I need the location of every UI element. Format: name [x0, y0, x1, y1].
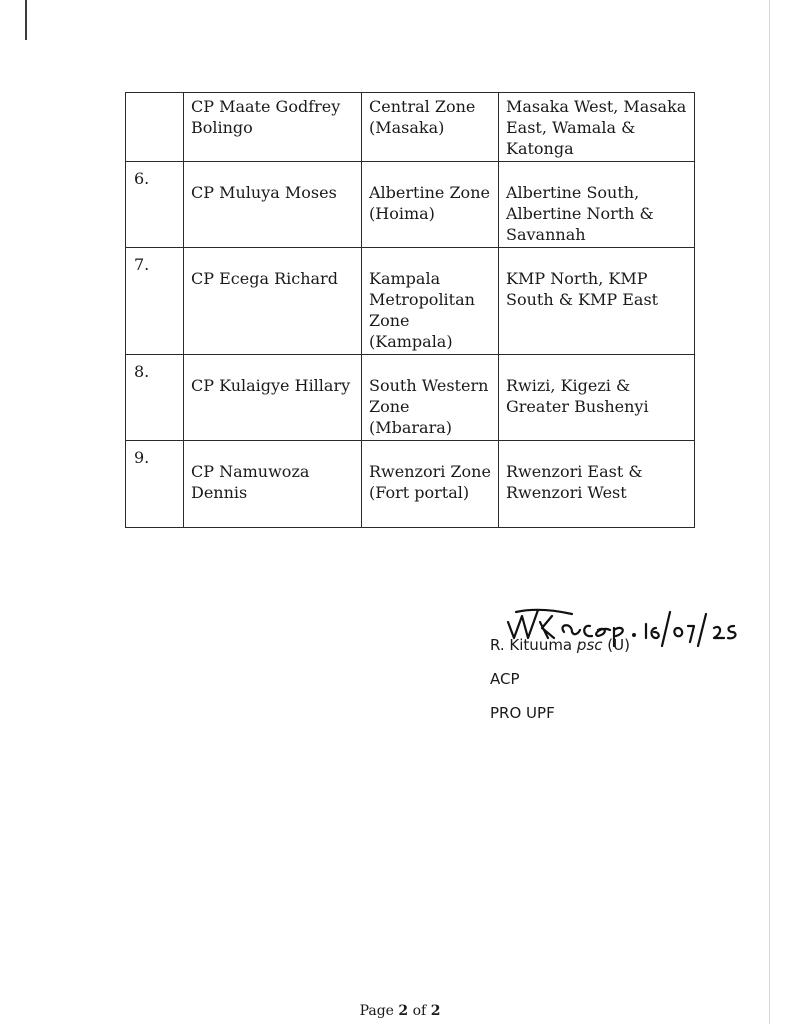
zone-cell — [362, 162, 499, 248]
commander-name: CP Kulaigye Hillary — [191, 376, 351, 395]
zone-cell — [362, 355, 499, 441]
commander-cell — [184, 441, 362, 528]
scan-edge-left — [25, 0, 27, 40]
regions-text: KMP North, KMP South & KMP East — [506, 269, 659, 309]
table-row — [126, 162, 695, 248]
commander-name: CP Maate Godfrey Bolingo — [191, 97, 341, 137]
page-current: 2 — [398, 1003, 409, 1019]
regions-cell — [499, 441, 695, 528]
signatory-rank: ACP — [490, 670, 520, 688]
zone-cell — [362, 248, 499, 355]
qualification: psc — [576, 636, 603, 654]
row-number: 6. — [126, 162, 184, 248]
commander-cell — [184, 355, 362, 441]
regions-cell — [499, 93, 695, 162]
regions-cell — [499, 162, 695, 248]
table-row — [126, 248, 695, 355]
row-number: 9. — [126, 441, 184, 528]
table-row — [126, 441, 695, 528]
zone-cell — [362, 441, 499, 528]
scan-edge-right — [769, 0, 770, 1024]
table-row — [126, 93, 695, 162]
regions-text: Rwizi, Kigezi & Greater Bushenyi — [506, 376, 649, 416]
commander-cell — [184, 162, 362, 248]
zone-name: South Western Zone (Mbarara) — [369, 376, 489, 437]
zone-name: Albertine Zone (Hoima) — [369, 183, 490, 223]
commander-cell — [184, 93, 362, 162]
commander-name: CP Muluya Moses — [191, 183, 337, 202]
regions-text: Rwenzori East & Rwenzori West — [506, 462, 643, 502]
row-number — [126, 93, 184, 162]
commander-name: CP Namuwoza Dennis — [191, 462, 310, 502]
zone-name: Kampala Metropolitan Zone (Kampala) — [369, 269, 475, 351]
regions-text: Masaka West, Masaka East, Wamala & Katonga — [506, 97, 687, 158]
commander-cell — [184, 248, 362, 355]
commanders-table — [125, 92, 695, 528]
commander-name: CP Ecega Richard — [191, 269, 338, 288]
signatory-name: R. Kituuma psc (U) — [490, 636, 630, 654]
regions-text: Albertine South, Albertine North & Savannah — [506, 183, 654, 244]
row-number: 8. — [126, 355, 184, 441]
of-label: of — [412, 1003, 427, 1019]
zone-name: Rwenzori Zone (Fort portal) — [369, 462, 491, 502]
signatory-office: PRO UPF — [490, 704, 555, 722]
regions-cell — [499, 248, 695, 355]
page-footer — [0, 1003, 800, 1019]
page-total: 2 — [430, 1003, 441, 1019]
regions-cell — [499, 355, 695, 441]
qualification-suffix: (U) — [607, 636, 630, 654]
table-row — [126, 355, 695, 441]
row-number: 7. — [126, 248, 184, 355]
zone-name: Central Zone (Masaka) — [369, 97, 476, 137]
zone-cell — [362, 93, 499, 162]
page-label: Page — [359, 1003, 394, 1019]
